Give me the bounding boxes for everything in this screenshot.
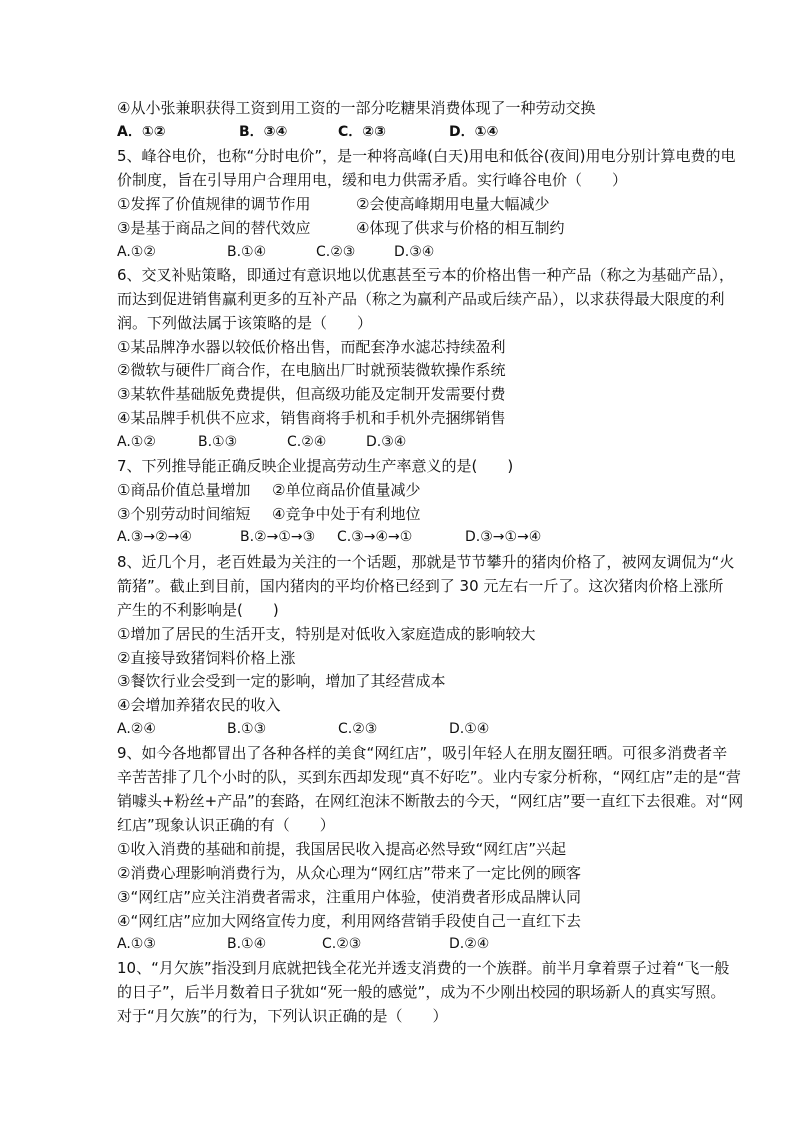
q7-item-1: ①商品价值总量增加 [117,481,251,499]
q6-option-b: B.①③ [198,434,238,450]
q7-item-3: ③个别劳动时间缩短 [117,505,251,523]
q7-stem: 7、下列推导能正确反映企业提高劳动生产率意义的是( ) [117,457,514,475]
q9-item-2: ②消费心理影响消费行为，从众心理为“网红店”带来了一定比例的顾客 [117,864,581,882]
q9-item-3: ③“网红店”应关注消费者需求，注重用户体验，使消费者形成品牌认同 [117,888,581,906]
q7-option-d: D.③→①→④ [465,529,542,545]
q7-option-c: C.③→④→① [337,529,413,545]
q8-stem-line-1: 8、近几个月，老百姓最为关注的一个话题，那就是节节攀升的猪肉价格了，被网友调侃为“火 [117,553,735,571]
q6-item-2: ②微软与硬件厂商合作，在电脑出厂时就预装微软操作系统 [117,361,506,379]
q9-stem-line-2: 辛苦苦排了几个小时的队，买到东西却发现“真不好吃”。业内专家分析称，“网红店”走的是“营 [117,768,741,786]
q4-option-b: B．③④ [239,124,288,140]
q8-option-a: A.②④ [117,721,156,737]
q9-option-c: C.②③ [322,936,362,952]
q8-stem-line-2: 箭猪”。截止到目前，国内猪肉的平均价格已经到了 30 元左右一斤了。这次猪肉价格上涨所 [117,577,724,595]
q8-item-4: ④会增加养猪农民的收入 [117,696,281,714]
q8-stem-line-3: 产生的不利影响是( ) [117,601,279,619]
q8-option-c: C.②③ [338,721,378,737]
q9-stem-line-3: 销噱头+粉丝+产品”的套路，在网红泡沫不断散去的今天，“网红店”要一直红下去很难。对“网 [117,792,744,810]
q5-option-a: A.①② [117,244,156,260]
q4-option-c: C．②③ [338,124,386,140]
q8-item-3: ③餐饮行业会受到一定的影响，增加了其经营成本 [117,672,446,690]
q8-item-1: ①增加了居民的生活开支，特别是对低收入家庭造成的影响较大 [117,625,536,643]
q5-item-4: ④体现了供求与价格的相互制约 [356,219,565,237]
q8-item-2: ②直接导致猪饲料价格上涨 [117,649,296,667]
q10-stem-line-1: 10、“月欠族”指没到月底就把钱全花光并透支消费的一个族群。前半月拿着票子过着“飞一般 [117,959,730,977]
q4-item-4: ④从小张兼职获得工资到用工资的一部分吃糖果消费体现了一种劳动交换 [117,99,596,117]
q6-item-1: ①某品牌净水器以较低价格出售，而配套净水滤芯持续盈利 [117,338,506,356]
q6-item-3: ③某软件基础版免费提供，但高级功能及定制开发需要付费 [117,385,506,403]
q6-option-d: D.③④ [366,434,407,450]
q7-item-2: ②单位商品价值量减少 [272,481,421,499]
q8-option-d: D.①④ [449,721,490,737]
q9-option-b: B.①④ [227,936,267,952]
q5-stem-line-2: 价制度，旨在引导用户合理用电，缓和电力供需矛盾。实行峰谷电价（ ） [117,171,628,189]
q9-option-a: A.①③ [117,936,156,952]
q7-option-a: A.③→②→④ [117,529,192,545]
q9-item-1: ①收入消费的基础和前提，我国居民收入提高必然导致“网红店”兴起 [117,840,566,858]
q5-item-1: ①发挥了价值规律的调节作用 [117,195,311,213]
q5-option-d: D.③④ [394,244,435,260]
q6-stem-line-3: 润。下列做法属于该策略的是（ ） [117,314,373,332]
q6-option-c: C.②④ [287,434,327,450]
q8-option-b: B.①③ [227,721,267,737]
q7-item-4: ④竞争中处于有利地位 [272,505,421,523]
q9-stem-line-1: 9、如今各地都冒出了各种各样的美食“网红店”，吸引年轻人在朋友圈狂晒。可很多消费者辛 [117,744,728,762]
q5-item-2: ②会使高峰期用电量大幅减少 [356,195,550,213]
q5-item-3: ③是基于商品之间的替代效应 [117,219,311,237]
q5-option-c: C.②③ [316,244,356,260]
q10-stem-line-3: 对于“月欠族”的行为，下列认识正确的是（ ） [117,1007,448,1025]
q5-option-b: B.①④ [227,244,267,260]
q6-item-4: ④某品牌手机供不应求，销售商将手机和手机外壳捆绑销售 [117,409,506,427]
q5-stem-line-1: 5、峰谷电价，也称“分时电价”，是一种将高峰(白天)用电和低谷(夜间)用电分别计算电费的电 [117,147,736,165]
q9-option-d: D.②④ [449,936,490,952]
q6-option-a: A.①② [117,434,156,450]
q7-option-b: B.②→①→③ [240,529,316,545]
q9-item-4: ④“网红店”应加大网络宣传力度，利用网络营销手段使自己一直红下去 [117,912,581,930]
q9-stem-line-4: 红店”现象认识正确的有（ ） [117,816,335,834]
q4-option-d: D．①④ [449,124,499,140]
q6-stem-line-1: 6、交叉补贴策略，即通过有意识地以优惠甚至亏本的价格出售一种产品（称之为基础产品）， [117,266,735,284]
q4-option-a: A．①② [117,124,166,140]
q10-stem-line-2: 的日子”，后半月数着日子犹如“死一般的感觉”，成为不少刚出校园的职场新人的真实写照。 [117,983,726,1001]
q6-stem-line-2: 而达到促进销售赢利更多的互补产品（称之为赢利产品或后续产品），以求获得最大限度的利 [117,290,725,308]
